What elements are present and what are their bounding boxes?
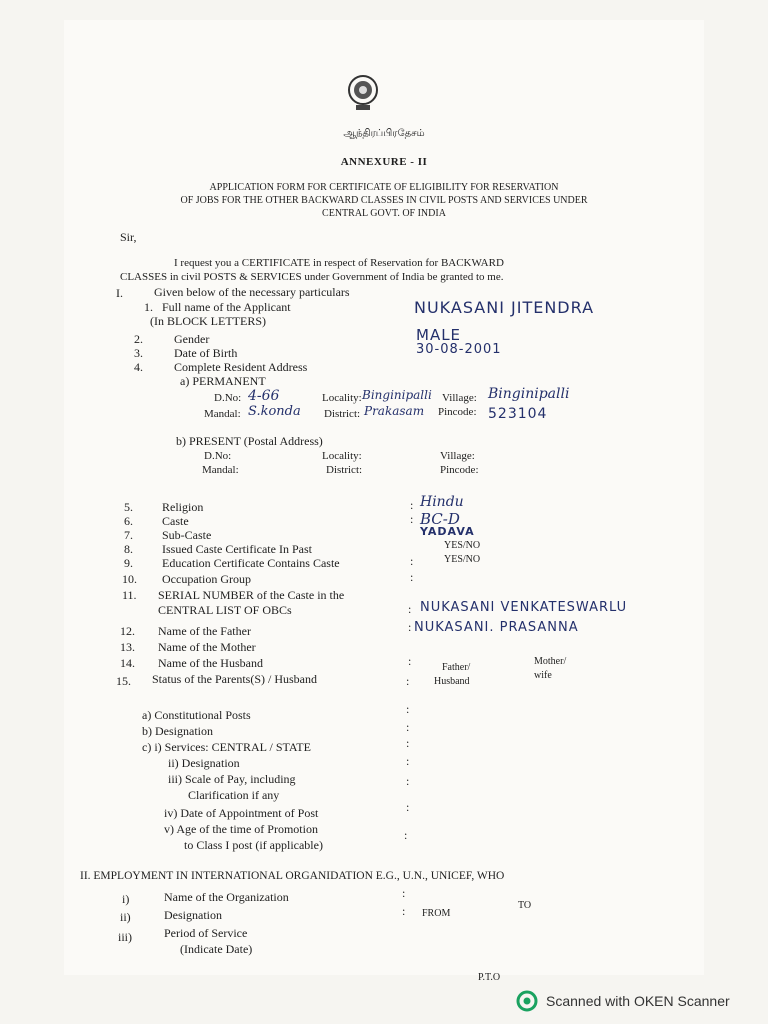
field10-number: 10. xyxy=(122,572,137,586)
colon: : xyxy=(406,754,410,768)
field11-number: 11. xyxy=(122,588,137,602)
subcaste-value: YADAVA xyxy=(420,525,475,538)
mother-wife-label-line2: wife xyxy=(534,670,552,681)
field5-label: Religion xyxy=(162,500,204,514)
field12-number: 12. xyxy=(120,624,135,638)
present-mandal-label: Mandal: xyxy=(202,464,239,476)
colon: : xyxy=(402,904,406,918)
district-label: District: xyxy=(324,408,361,420)
form-title-line1: APPLICATION FORM FOR CERTIFICATE OF ELIGIBILITY FOR RESERVATION xyxy=(209,182,559,193)
from-label: FROM xyxy=(422,908,451,919)
colon: : xyxy=(410,498,414,512)
field6-label: Caste xyxy=(162,514,189,528)
section2-heading: II. EMPLOYMENT IN INTERNATIONAL ORGANIDATION E.G., U.N., UNICEF, WHO xyxy=(80,870,505,882)
scanner-watermark xyxy=(516,990,730,1012)
emblem-caption: ஆந்திரப்பிரதேசம் xyxy=(343,128,425,139)
dno-label: D.No: xyxy=(214,392,242,404)
field9-number: 9. xyxy=(124,556,133,570)
colon: : xyxy=(410,554,414,568)
scale-of-pay-label-line2: Clarification if any xyxy=(188,788,280,802)
mandal-value: S.konda xyxy=(248,404,301,419)
state-emblem-icon xyxy=(346,72,380,114)
applicant-name-value: NUKASANI JITENDRA xyxy=(414,298,595,317)
district-value: Prakasam xyxy=(364,404,425,418)
section2-designation-label: Designation xyxy=(164,908,222,922)
age-at-promotion-label: v) Age of the time of Promotion xyxy=(164,822,318,836)
field1-sublabel: (In BLOCK LETTERS) xyxy=(150,314,266,328)
colon: : xyxy=(406,736,410,750)
field15-label: Status of the Parents(S) / Husband xyxy=(152,672,317,686)
to-label: TO xyxy=(518,900,532,911)
present-pincode-label: Pincode: xyxy=(440,464,479,476)
locality-value: Binginipalli xyxy=(362,388,432,402)
pincode-label: Pincode: xyxy=(438,406,477,418)
father-name-value: NUKASANI VENKATESWARLU xyxy=(420,600,628,615)
colon: : xyxy=(408,620,412,634)
form-title-line2: OF JOBS FOR THE OTHER BACKWARD CLASSES IN CIVIL POSTS AND SERVICES UNDER xyxy=(180,195,588,206)
dob-value: 30-08-2001 xyxy=(416,342,502,357)
mandal-label: Mandal: xyxy=(204,408,241,420)
dno-value: 4-66 xyxy=(248,388,280,404)
period-of-service-label: Period of Service xyxy=(164,926,248,940)
field13-label: Name of the Mother xyxy=(158,640,256,654)
field1-number: 1. xyxy=(144,300,153,314)
colon: : xyxy=(410,512,414,526)
scale-of-pay-label: iii) Scale of Pay, including xyxy=(168,772,296,786)
caste-value: BC-D xyxy=(420,510,460,528)
field4-number: 4. xyxy=(134,360,143,374)
field6-number: 6. xyxy=(124,514,133,528)
field8-label: Issued Caste Certificate In Past xyxy=(162,542,312,556)
colon: : xyxy=(406,774,410,788)
field13-number: 13. xyxy=(120,640,135,654)
field10-label: Occupation Group xyxy=(162,572,251,586)
field2-label: Gender xyxy=(174,332,210,346)
village-label: Village: xyxy=(442,392,477,404)
period-of-service-sublabel: (Indicate Date) xyxy=(180,942,253,956)
field2-number: 2. xyxy=(134,332,143,346)
age-at-promotion-label-line2: to Class I post (if applicable) xyxy=(184,838,323,852)
field5-number: 5. xyxy=(124,500,133,514)
form-page xyxy=(64,20,704,983)
oken-scanner-logo-icon xyxy=(516,990,538,1012)
colon: : xyxy=(408,602,412,616)
field11-label: SERIAL NUMBER of the Caste in the xyxy=(158,588,345,602)
services-label: c) i) Services: CENTRAL / STATE xyxy=(142,740,311,754)
field15-number: 15. xyxy=(116,674,131,688)
present-district-label: District: xyxy=(326,464,363,476)
organization-name-label: Name of the Organization xyxy=(164,890,289,904)
services-designation-label: ii) Designation xyxy=(168,756,240,770)
field3-number: 3. xyxy=(134,346,143,360)
field9-label: Education Certificate Contains Caste xyxy=(162,556,340,570)
annexure-label: ANNEXURE - II xyxy=(340,156,428,168)
pto-label: P.T.O xyxy=(478,972,501,983)
colon: : xyxy=(406,702,410,716)
scanner-watermark-text: Scanned with OKEN Scanner xyxy=(546,993,730,1009)
constitutional-posts-label: a) Constitutional Posts xyxy=(142,708,251,722)
pincode-value: 523104 xyxy=(488,406,548,422)
designation-label: b) Designation xyxy=(142,724,213,738)
field3-label: Date of Birth xyxy=(174,346,238,360)
father-husband-label: Father/ xyxy=(442,662,471,673)
section2-iii-number: iii) xyxy=(118,930,132,944)
salutation: Sir, xyxy=(120,230,137,244)
present-locality-label: Locality: xyxy=(322,450,362,462)
permanent-label: a) PERMANENT xyxy=(180,374,266,388)
colon: : xyxy=(402,886,406,900)
field14-number: 14. xyxy=(120,656,135,670)
field11-label-line2: CENTRAL LIST OF OBCs xyxy=(158,603,292,617)
mother-name-value: NUKASANI. PRASANNA xyxy=(414,620,579,635)
field1-label: Full name of the Applicant xyxy=(162,300,291,314)
field7-number: 7. xyxy=(124,528,133,542)
locality-label: Locality: xyxy=(322,392,362,404)
field14-label: Name of the Husband xyxy=(158,656,263,670)
section2-ii-number: ii) xyxy=(120,910,131,924)
section1-heading: Given below of the necessary particulars xyxy=(154,285,350,299)
colon: : xyxy=(410,570,414,584)
section2-i-number: i) xyxy=(122,892,130,906)
colon: : xyxy=(408,654,412,668)
field8-yes-no: YES/NO xyxy=(444,540,481,551)
section1-number: I. xyxy=(116,286,123,300)
present-village-label: Village: xyxy=(440,450,475,462)
present-dno-label: D.No: xyxy=(204,450,232,462)
field8-number: 8. xyxy=(124,542,133,556)
colon: : xyxy=(406,800,410,814)
intro-line2: CLASSES in civil POSTS & SERVICES under Government of India be granted to me. xyxy=(120,271,504,283)
field4-label: Complete Resident Address xyxy=(174,360,308,374)
field9-yes-no: YES/NO xyxy=(444,554,481,565)
field12-label: Name of the Father xyxy=(158,624,251,638)
intro-line1: I request you a CERTIFICATE in respect of Reservation for BACKWARD xyxy=(174,257,504,269)
gender-value: MALE xyxy=(416,326,462,344)
form-title-line3: CENTRAL GOVT. OF INDIA xyxy=(322,208,446,219)
father-husband-label-line2: Husband xyxy=(434,676,470,687)
present-label: b) PRESENT (Postal Address) xyxy=(176,434,323,448)
date-of-appointment-label: iv) Date of Appointment of Post xyxy=(164,806,319,820)
colon: : xyxy=(406,674,410,688)
religion-value: Hindu xyxy=(420,494,464,510)
colon: : xyxy=(404,828,408,842)
field7-label: Sub-Caste xyxy=(162,528,212,542)
village-value: Binginipalli xyxy=(488,386,570,402)
mother-wife-label: Mother/ xyxy=(534,656,567,667)
colon: : xyxy=(406,720,410,734)
